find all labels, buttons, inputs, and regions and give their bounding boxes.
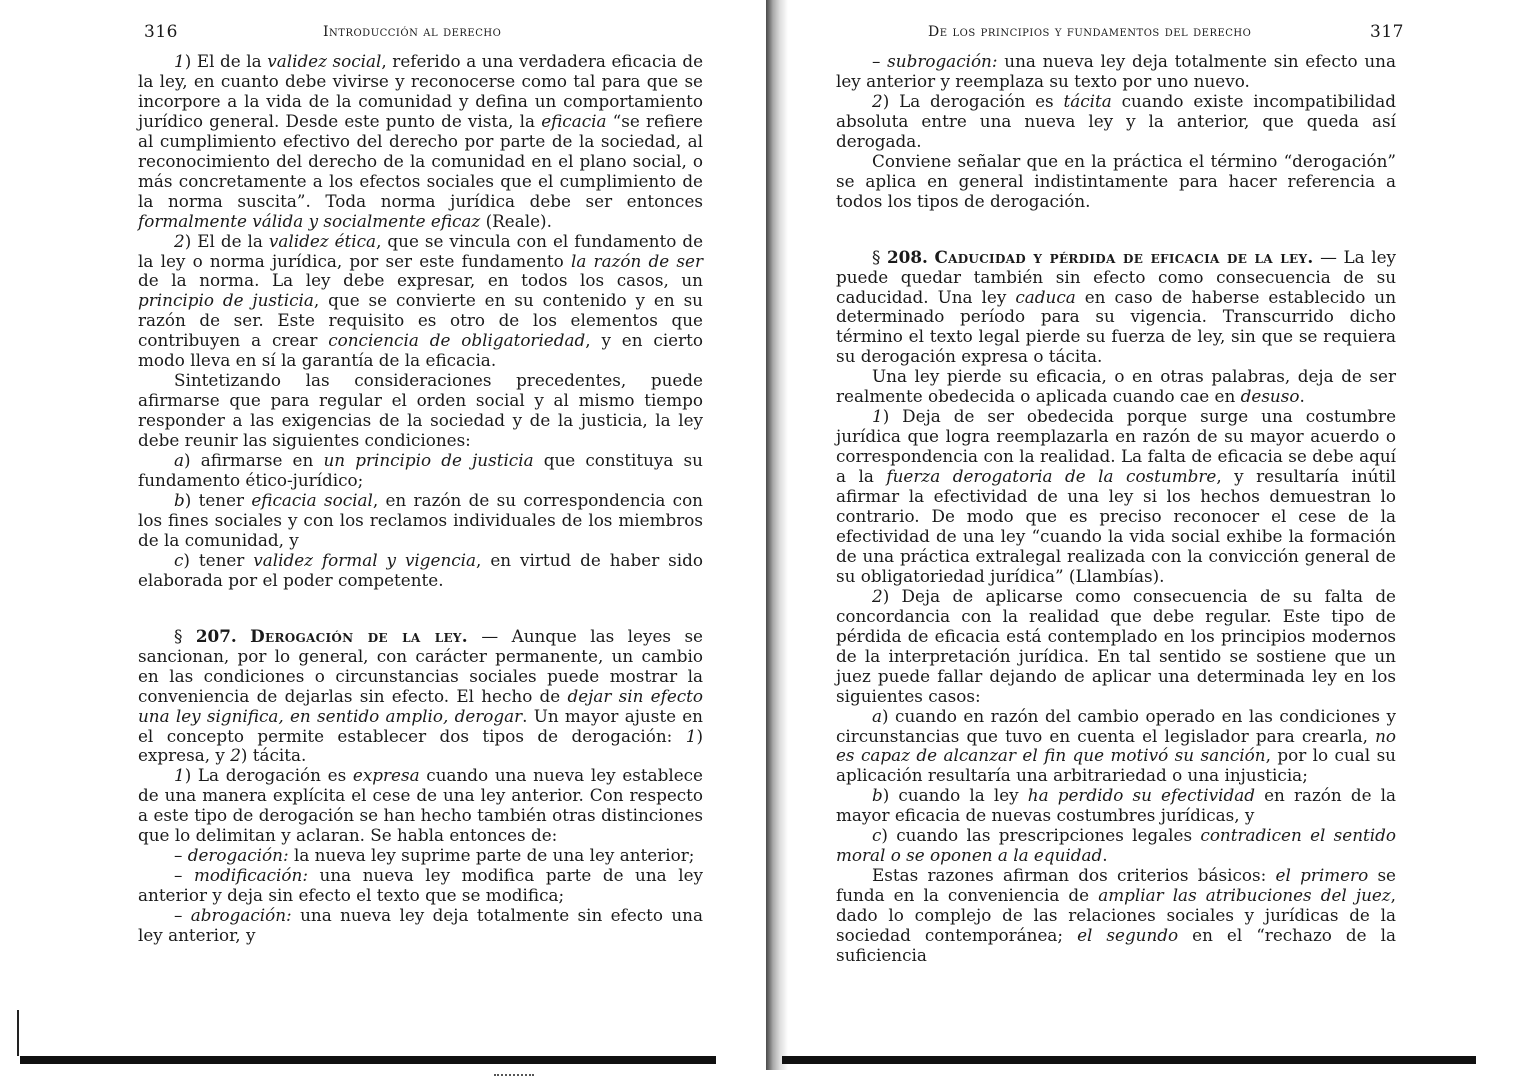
right-running-title: De los principios y fundamentos del derecho xyxy=(928,24,1252,40)
paragraph: c) tener validez formal y vigencia, en virtud de haber sido elaborada por el poder competente. xyxy=(138,549,703,590)
section-paragraph: § 208. Caducidad y pérdida de eficacia de la ley. — La ley puede quedar también sin efecto como consecuencia de su caducidad. Una ley caduca en caso de haberse establecido un determinado período para su vigencia. Transcurrido dicho término el texto legal pierde su fuerza de ley, sin que se requiera su derogación expresa o tácita. xyxy=(836,246,1396,367)
paragraph: Una ley pierde su eficacia, o en otras palabras, deja de ser realmente obedecida o aplicada cuando cae en desuso. xyxy=(836,366,1396,407)
paragraph: 2) La derogación es tácita cuando existe incompatibilidad absoluta entre una nueva ley y la anterior, que queda así derogada. xyxy=(836,90,1396,151)
paragraph: 1) Deja de ser obedecida porque surge una costumbre jurídica que logra reemplazarla en razón de su mayor acuerdo o correspondencia con la realidad. La falta de eficacia se debe aquí a la fuerza derogatoria de la costumbre, y resultaría inútil afirmar la efectividad de una ley si los hechos demuestran lo contrario. De modo que es preciso reconocer el cese de la efectividad de una ley “cuando la vida social exhibe la formación de una práctica extralegal realizada con la convicción general de su obligatoriedad jurídica” (Llambías). xyxy=(836,406,1396,586)
right-page-body xyxy=(836,52,1396,966)
paragraph: Estas razones afirman dos criterios básicos: el primero se funda en la conveniencia de ampliar las atribuciones del juez, dado lo complejo de las relaciones sociales y jurídicas de la sociedad contemporánea; el segundo en el “rechazo de la suficiencia xyxy=(836,865,1396,965)
gutter-shadow xyxy=(766,0,788,1070)
right-page xyxy=(766,0,1526,1080)
section-paragraph: § 207. Derogación de la ley. — Aunque las leyes se sancionan, por lo general, con carácter permanente, un cambio en las condiciones o circunstancias sociales puede mostrar la conveniencia de dejarlas sin efecto. El hecho de dejar sin efecto una ley significa, en sentido amplio, derogar. Un mayor ajuste en el concepto permite establecer dos tipos de derogación: 1) expresa, y 2) tácita. xyxy=(138,625,703,766)
paragraph: Conviene señalar que en la práctica el término “derogación” se aplica en general indistintamente para hacer referencia a todos los tipos de derogación. xyxy=(836,150,1396,211)
scan-bottom-edge xyxy=(782,1056,1476,1064)
paragraph: 1) El de la validez social, referido a una verdadera eficacia de la ley, en cuanto debe vivirse y reconocerse como tal para que se incorpore a la vida de la comunidad y defina un comportamiento jurídico general. Desde este punto de vista, la eficacia “se refiere al cumplimiento efectivo del derecho por parte de la sociedad, al reconocimiento del derecho de la comunidad en el plano social, o más concretamente a los efectos sociales que el cumplimiento de la norma suscita”. Toda norma jurídica debe ser entonces formalmente válida y socialmente eficaz (Reale). xyxy=(138,51,704,231)
paragraph: 2) Deja de aplicarse como consecuencia de su falta de concordancia con la realidad que debe regular. Este tipo de pérdida de eficacia está contemplado en los principios modernos de la interpretación jurídica. En tal sentido se sostiene que un juez puede fallar dejando de aplicar una determinada ley en los siguientes casos: xyxy=(836,585,1396,706)
scan-edge-mark xyxy=(17,1010,19,1056)
paragraph: b) tener eficacia social, en razón de su correspondencia con los fines sociales y con los reclamos individuales de los miembros de la comunidad, y xyxy=(138,489,703,550)
left-page-number: 316 xyxy=(144,22,178,42)
scan-spine-dots xyxy=(494,1074,534,1080)
paragraph: a) cuando en razón del cambio operado en las condiciones y circunstancias que tuvo en cuenta el legislador para crearla, no es capaz de alcanzar el fin que motivó su sanción, por lo cual su aplicación resultaría una arbitrariedad o una injusticia; xyxy=(836,705,1396,786)
paragraph: Sintetizando las consideraciones precedentes, puede afirmarse que para regular el orden social y al mismo tiempo responder a las exigencias de la sociedad y de la justicia, la ley debe reunir las siguientes condiciones: xyxy=(138,370,703,451)
paragraph: – subrogación: una nueva ley deja totalmente sin efecto una ley anterior y reemplaza su texto por uno nuevo. xyxy=(836,51,1396,91)
paragraph: a) afirmarse en un principio de justicia que constituya su fundamento ético-jurídico; xyxy=(138,450,703,491)
right-page-number: 317 xyxy=(1370,22,1404,42)
scan-bottom-edge xyxy=(20,1056,716,1064)
paragraph: 1) La derogación es expresa cuando una nueva ley establece de una manera explícita el cese de una ley anterior. Con respecto a este tipo de derogación se han hecho también otras distinciones que lo delimitan y aclaran. Se habla entonces de: xyxy=(138,765,703,846)
paragraph: b) cuando la ley ha perdido su efectividad en razón de la mayor eficacia de nuevas costumbres jurídicas, y xyxy=(836,785,1397,826)
right-running-head xyxy=(766,12,1526,42)
left-page xyxy=(0,0,760,1080)
left-page-body xyxy=(138,52,703,946)
paragraph: c) cuando las prescripciones legales contradicen el sentido moral o se oponen a la equidad. xyxy=(836,825,1396,866)
paragraph: – abrogación: una nueva ley deja totalmente sin efecto una ley anterior, y xyxy=(138,905,703,946)
left-running-title: Introducción al derecho xyxy=(323,24,502,40)
paragraph: – modificación: una nueva ley modifica parte de una ley anterior y deja sin efecto el texto que se modifica; xyxy=(138,865,703,906)
left-running-head xyxy=(0,12,760,42)
paragraph: 2) El de la validez ética, que se vincula con el fundamento de la ley o norma jurídica, por ser este fundamento la razón de ser de la norma. La ley debe expresar, en todos los casos, un principio de justicia, que se convierte en su contenido y en su razón de ser. Este requisito es otro de los elementos que contribuyen a crear conciencia de obligatoriedad, y en cierto modo lleva en sí la garantía de la eficacia. xyxy=(138,230,704,371)
paragraph: – derogación: la nueva ley suprime parte de una ley anterior; xyxy=(174,845,695,866)
